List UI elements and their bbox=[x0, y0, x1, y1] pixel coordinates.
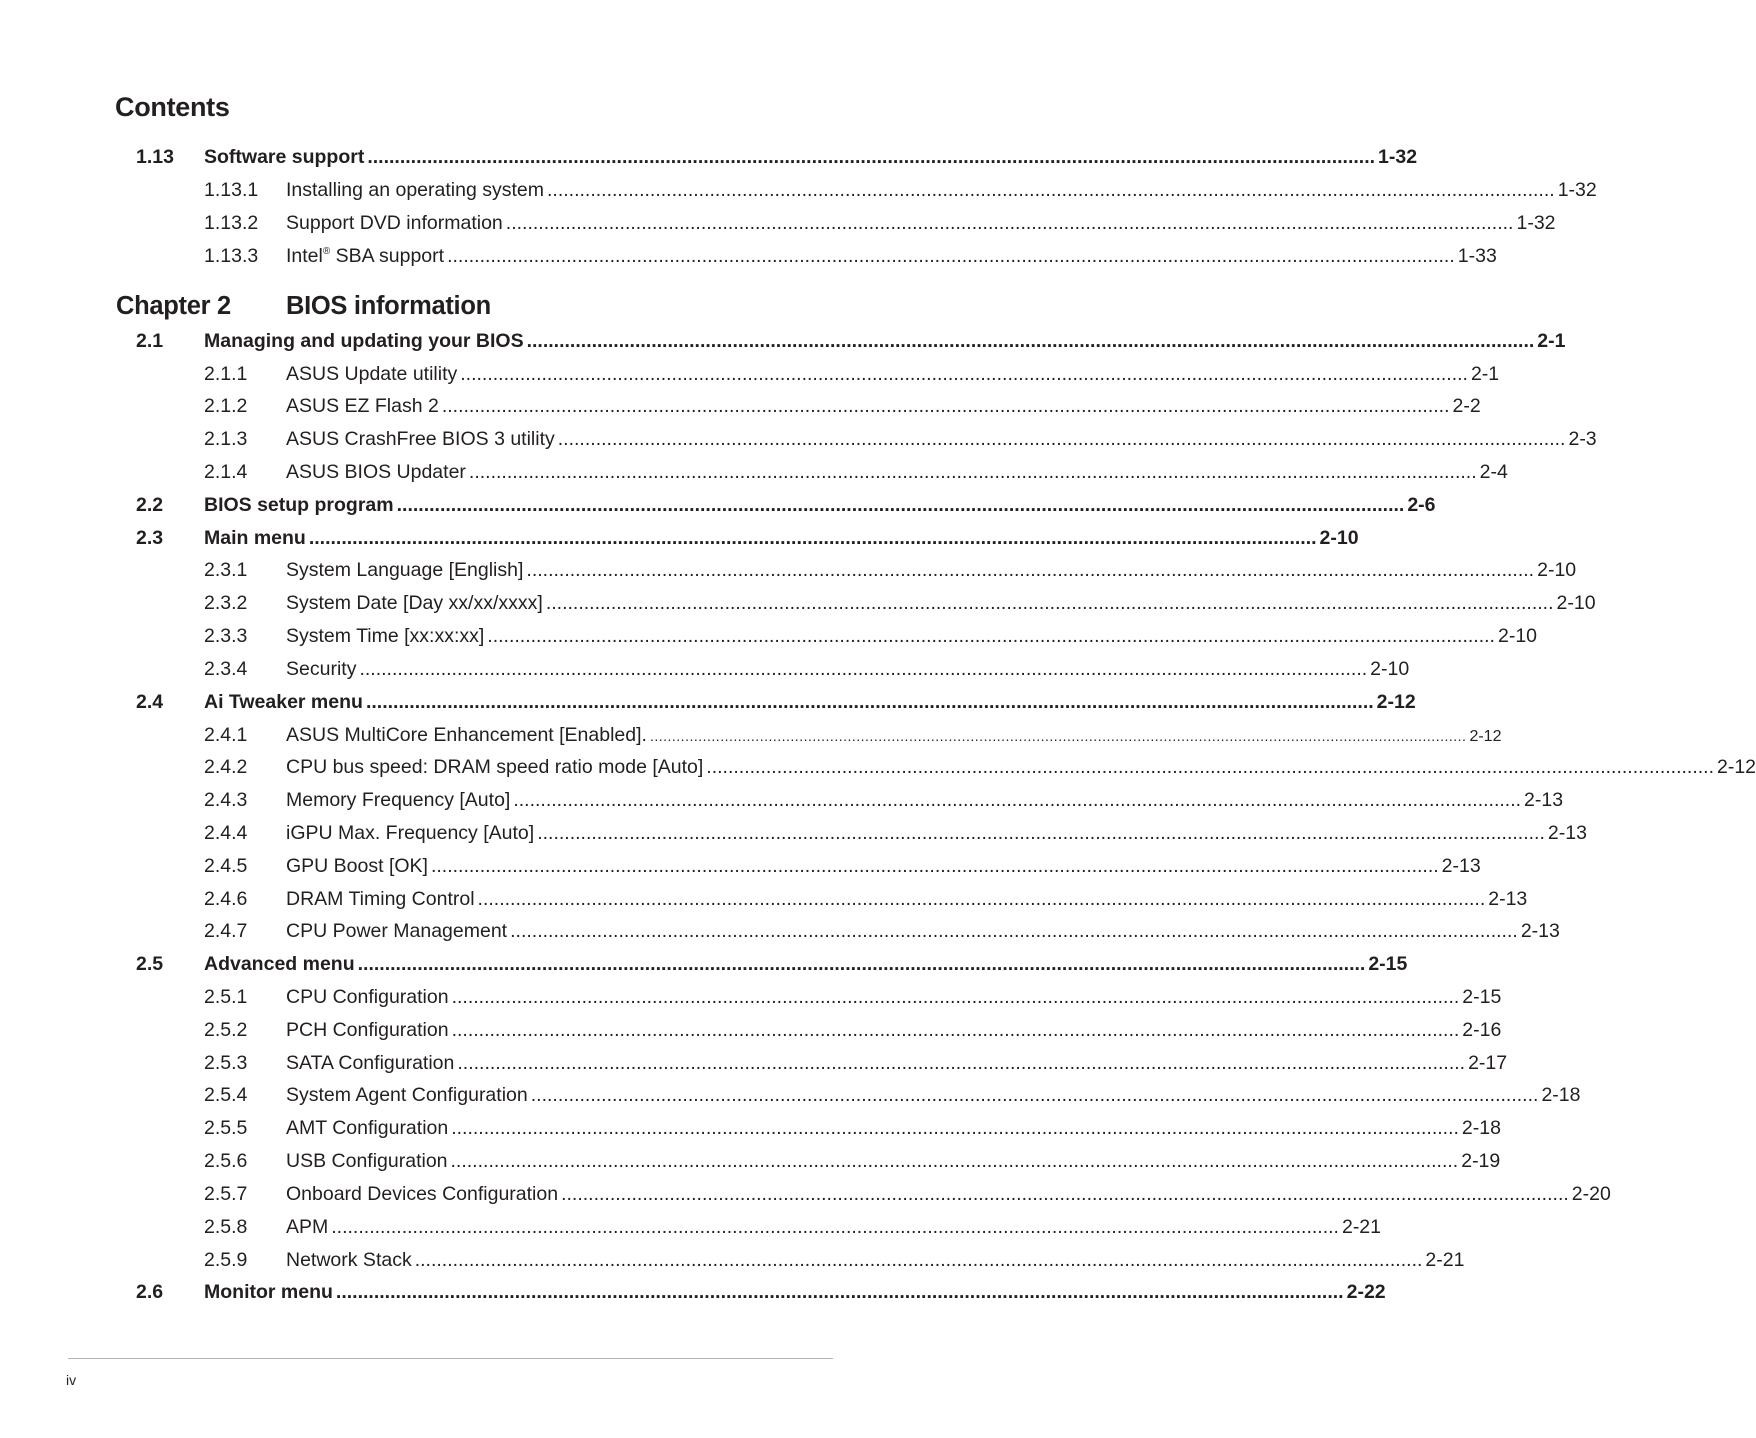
dot-leader: .......................................................................................................................................................................................... bbox=[367, 146, 1376, 168]
dot-leader: .......................................................................................................................................................................................... bbox=[447, 245, 1455, 267]
toc-entry-1-13-2[interactable] bbox=[0, 208, 1556, 238]
toc-entry-2-5[interactable] bbox=[0, 949, 1408, 979]
toc-entry-2-5-9[interactable] bbox=[0, 1245, 1465, 1275]
dot-leader: .......................................................................................................................................................................................... bbox=[451, 986, 1460, 1008]
chapter-number: Chapter 2 bbox=[116, 292, 231, 320]
section-number: 2.5.3 bbox=[204, 1052, 248, 1074]
section-title: ASUS MultiCore Enhancement [Enabled]. bbox=[286, 724, 647, 746]
section-number: 2.4.7 bbox=[204, 920, 248, 942]
dot-leader: .......................................................................................................................................................................................... bbox=[530, 1084, 1539, 1106]
page-number: 2-13 bbox=[1520, 920, 1560, 942]
section-title: CPU bus speed: DRAM speed ratio mode [Auto] bbox=[286, 756, 704, 778]
section-number: 2.4.1 bbox=[204, 724, 248, 746]
page-number: 2-21 bbox=[1341, 1216, 1381, 1238]
section-title: GPU Boost [OK] bbox=[286, 855, 428, 877]
section-number: 2.5 bbox=[136, 953, 164, 975]
toc-entry-2-3-2[interactable] bbox=[0, 588, 1596, 618]
section-number: 2.5.7 bbox=[204, 1183, 248, 1205]
toc-entry-2-5-8[interactable] bbox=[0, 1212, 1381, 1242]
section-title: APM bbox=[286, 1216, 329, 1238]
page-number: 2-15 bbox=[1368, 953, 1408, 975]
section-number: 2.5.5 bbox=[204, 1117, 248, 1139]
page-number: 2-12 bbox=[1717, 756, 1756, 778]
dot-leader: .......................................................................................................................................................................................... bbox=[359, 658, 1368, 680]
page-number: 2-12 bbox=[1376, 691, 1416, 713]
page-number: 2-18 bbox=[1541, 1084, 1581, 1106]
dot-leader: .......................................................................................................................................................................................... bbox=[331, 1216, 1339, 1238]
dot-leader: .......................................................................................................................................................................................... bbox=[505, 212, 1514, 234]
dot-leader: .......................................................................................................................................................................................... bbox=[513, 789, 1522, 811]
toc-entry-2-1-1[interactable] bbox=[0, 359, 1500, 389]
page-number: 2-1 bbox=[1537, 330, 1566, 352]
page-number: 2-19 bbox=[1461, 1150, 1501, 1172]
toc-entry-2-1-3[interactable] bbox=[0, 424, 1597, 454]
page-number: 1-32 bbox=[1516, 212, 1556, 234]
section-title: ASUS CrashFree BIOS 3 utility bbox=[286, 428, 555, 450]
toc-entry-2-5-7[interactable] bbox=[0, 1179, 1611, 1209]
toc-entry-2-3[interactable] bbox=[0, 523, 1359, 553]
section-number: 2.4.4 bbox=[204, 822, 248, 844]
section-number: 1.13 bbox=[136, 146, 174, 168]
section-title: Memory Frequency [Auto] bbox=[286, 789, 511, 811]
section-number: 2.2 bbox=[136, 494, 164, 516]
section-number: 2.1 bbox=[136, 330, 164, 352]
toc-entry-2-4[interactable] bbox=[0, 687, 1416, 717]
section-number: 2.3.4 bbox=[204, 658, 248, 680]
page-number: 1-32 bbox=[1557, 179, 1597, 201]
section-title: CPU Power Management bbox=[286, 920, 508, 942]
dot-leader: .......................................................................................................................................................................................... bbox=[451, 1019, 1460, 1041]
section-number: 2.4.2 bbox=[204, 756, 248, 778]
section-number: 2.5.8 bbox=[204, 1216, 248, 1238]
toc-entry-2-3-4[interactable] bbox=[0, 654, 1410, 684]
dot-leader: .......................................................................................................................................................................................... bbox=[510, 920, 1518, 942]
toc-entry-2-5-6[interactable] bbox=[0, 1146, 1501, 1176]
section-title: ASUS Update utility bbox=[286, 363, 458, 385]
dot-leader: .......................................................................................................................................................................................... bbox=[451, 1117, 1459, 1139]
dot-leader: .......................................................................................................................................................................................... bbox=[545, 592, 1554, 614]
page-number: 2-13 bbox=[1488, 888, 1528, 910]
page-number: 2-13 bbox=[1524, 789, 1564, 811]
page-number: 2-13 bbox=[1547, 822, 1587, 844]
section-title: Ai Tweaker menu bbox=[204, 691, 363, 713]
section-number: 2.5.6 bbox=[204, 1150, 248, 1172]
section-number: 2.5.1 bbox=[204, 986, 248, 1008]
page-number: 2-6 bbox=[1407, 494, 1436, 516]
page-number: 2-3 bbox=[1568, 428, 1597, 450]
toc-entry-2-5-2[interactable] bbox=[0, 1015, 1502, 1045]
section-number: 2.1.3 bbox=[204, 428, 248, 450]
dot-leader: .......................................................................................................................................................................................... bbox=[546, 179, 1555, 201]
registered-mark: ® bbox=[322, 246, 331, 257]
section-title: ASUS BIOS Updater bbox=[286, 461, 466, 483]
toc-entry-2-1-4[interactable] bbox=[0, 457, 1508, 487]
section-title: System Language [English] bbox=[286, 559, 524, 581]
section-title: DRAM Timing Control bbox=[286, 888, 475, 910]
section-number: 2.1.2 bbox=[204, 395, 248, 417]
toc-entry-2-2[interactable] bbox=[0, 490, 1436, 520]
toc-entry-2-4-1[interactable] bbox=[0, 720, 1502, 750]
dot-leader: .......................................................................................................................................................................................... bbox=[477, 888, 1486, 910]
section-number: 2.3.3 bbox=[204, 625, 248, 647]
section-number: 2.3 bbox=[136, 527, 164, 549]
dot-leader: .......................................................................................................................................................................................... bbox=[460, 363, 1468, 385]
toc-entry-2-4-7[interactable] bbox=[0, 916, 1560, 946]
dot-leader: .......................................................................................................................................................................................... bbox=[365, 691, 1374, 713]
section-number: 2.4.5 bbox=[204, 855, 248, 877]
dot-leader: .......................................................................................................................................................................................... bbox=[308, 527, 1317, 549]
page-number: 2-17 bbox=[1468, 1052, 1508, 1074]
chapter-title: BIOS information bbox=[286, 292, 491, 320]
section-title: iGPU Max. Frequency [Auto] bbox=[286, 822, 535, 844]
page-number: 2-10 bbox=[1370, 658, 1410, 680]
footer-divider bbox=[68, 1358, 833, 1359]
section-number: 2.3.2 bbox=[204, 592, 248, 614]
dot-leader: .......................................................................................................................................................................................... bbox=[526, 330, 1535, 352]
toc-entry-2-4-6[interactable] bbox=[0, 884, 1528, 914]
section-number: 1.13.2 bbox=[204, 212, 259, 234]
section-number: 2.5.9 bbox=[204, 1249, 248, 1271]
page-number: 2-10 bbox=[1319, 527, 1359, 549]
page-number: 2-22 bbox=[1346, 1281, 1386, 1303]
section-title: System Time [xx:xx:xx] bbox=[286, 625, 485, 647]
toc-entry-2-1-2[interactable] bbox=[0, 391, 1481, 421]
section-title: SATA Configuration bbox=[286, 1052, 455, 1074]
section-title: PCH Configuration bbox=[286, 1019, 449, 1041]
dot-leader: .......................................................................................................................................................................................... bbox=[487, 625, 1495, 647]
dot-leader: .......................................................................................................................................................................................... bbox=[706, 756, 1714, 778]
section-title: ASUS EZ Flash 2 bbox=[286, 395, 439, 417]
section-title: Support DVD information bbox=[286, 212, 503, 234]
toc-entry-2-4-2[interactable] bbox=[0, 752, 1756, 782]
section-title: System Agent Configuration bbox=[286, 1084, 528, 1106]
dot-leader: .......................................................................................................................................................................................... bbox=[430, 855, 1439, 877]
dot-leader: .......................................................................................................................................................................................... bbox=[450, 1150, 1459, 1172]
page-number: 2-20 bbox=[1571, 1183, 1611, 1205]
toc-entry-2-5-3[interactable] bbox=[0, 1048, 1508, 1078]
dot-leader: .......................................................................................................................................................................................... bbox=[357, 953, 1366, 975]
toc-entry-2-5-5[interactable] bbox=[0, 1113, 1501, 1143]
page-number: 2-21 bbox=[1425, 1249, 1465, 1271]
section-number: 1.13.3 bbox=[204, 245, 259, 267]
section-number: 2.1.4 bbox=[204, 461, 248, 483]
toc-entry-2-5-1[interactable] bbox=[0, 982, 1502, 1012]
page-number: 2-18 bbox=[1461, 1117, 1501, 1139]
page-number: 2-15 bbox=[1462, 986, 1502, 1008]
page-folio: iv bbox=[66, 1372, 77, 1388]
dot-leader: .......................................................................................................................................................................................... bbox=[457, 1052, 1466, 1074]
section-title: Network Stack bbox=[286, 1249, 412, 1271]
section-number: 2.1.1 bbox=[204, 363, 248, 385]
page-number: 2-1 bbox=[1470, 363, 1500, 385]
section-title: CPU Configuration bbox=[286, 986, 449, 1008]
page-number: 2-10 bbox=[1537, 559, 1577, 581]
toc-entry-1-13[interactable] bbox=[0, 142, 1418, 172]
section-number: 2.4.6 bbox=[204, 888, 248, 910]
section-number: 1.13.1 bbox=[204, 179, 259, 201]
toc-entry-1-13-3[interactable] bbox=[0, 241, 1497, 271]
section-title: Managing and updating your BIOS bbox=[204, 330, 524, 352]
page-number: 2-10 bbox=[1556, 592, 1596, 614]
page-number: 2-4 bbox=[1479, 461, 1508, 483]
section-number: 2.6 bbox=[136, 1281, 164, 1303]
page-number: 1-32 bbox=[1378, 146, 1418, 168]
page-number: 2-10 bbox=[1497, 625, 1538, 647]
page-title: Contents bbox=[115, 92, 230, 122]
section-number: 2.5.4 bbox=[204, 1084, 248, 1106]
section-title: USB Configuration bbox=[286, 1150, 448, 1172]
toc-entry-2-1[interactable] bbox=[0, 326, 1566, 356]
dot-leader: .......................................................................................................................................................................................... bbox=[441, 395, 1450, 417]
toc-entry-2-4-4[interactable] bbox=[0, 818, 1587, 848]
toc-entry-2-5-4[interactable] bbox=[0, 1080, 1581, 1110]
dot-leader: .......................................................................................................................................................................................... bbox=[335, 1281, 1344, 1303]
title-text-after: SBA support bbox=[330, 245, 445, 267]
page-number: 2-2 bbox=[1452, 395, 1481, 417]
section-title: BIOS setup program bbox=[204, 494, 394, 516]
page-number: 1-33 bbox=[1457, 245, 1497, 267]
dot-leader: .......................................................................................................................................................................................... bbox=[414, 1249, 1423, 1271]
section-number: 2.4.3 bbox=[204, 789, 248, 811]
section-title: Security bbox=[286, 658, 357, 680]
dot-leader: .......................................................................................................................................................................................... bbox=[561, 1183, 1569, 1205]
section-title: Main menu bbox=[204, 527, 306, 549]
page-number: 2-16 bbox=[1462, 1019, 1502, 1041]
toc-entry-2-6[interactable] bbox=[0, 1277, 1386, 1307]
section-title: Installing an operating system bbox=[286, 179, 544, 201]
section-title: AMT Configuration bbox=[286, 1117, 449, 1139]
section-title: Software support bbox=[204, 146, 365, 168]
page-number: 2-12 bbox=[1469, 728, 1502, 745]
chapter-heading bbox=[0, 288, 954, 324]
toc-entry-1-13-1[interactable] bbox=[0, 175, 1597, 205]
section-title: Monitor menu bbox=[204, 1281, 333, 1303]
page-number: 2-13 bbox=[1441, 855, 1481, 877]
section-title: Onboard Devices Configuration bbox=[286, 1183, 559, 1205]
toc-entry-2-3-1[interactable] bbox=[0, 555, 1577, 585]
dot-leader: .......................................................................................................................................................................................... bbox=[396, 494, 1405, 516]
section-number: 2.4 bbox=[136, 691, 164, 713]
dot-leader: .......................................................................................................................................................................................... bbox=[649, 728, 1467, 744]
dot-leader: .......................................................................................................................................................................................... bbox=[468, 461, 1477, 483]
title-text: Intel bbox=[286, 245, 323, 267]
dot-leader: .......................................................................................................................................................................................... bbox=[537, 822, 1545, 844]
section-title: System Date [Day xx/xx/xxxx] bbox=[286, 592, 543, 614]
dot-leader: .......................................................................................................................................................................................... bbox=[526, 559, 1535, 581]
toc-entry-2-3-3[interactable] bbox=[0, 621, 1538, 651]
section-title bbox=[286, 241, 444, 271]
section-number: 2.5.2 bbox=[204, 1019, 248, 1041]
section-title: Advanced menu bbox=[204, 953, 355, 975]
toc-entry-2-4-3[interactable] bbox=[0, 785, 1564, 815]
toc-entry-2-4-5[interactable] bbox=[0, 851, 1481, 881]
section-number: 2.3.1 bbox=[204, 559, 248, 581]
dot-leader: .......................................................................................................................................................................................... bbox=[557, 428, 1566, 450]
